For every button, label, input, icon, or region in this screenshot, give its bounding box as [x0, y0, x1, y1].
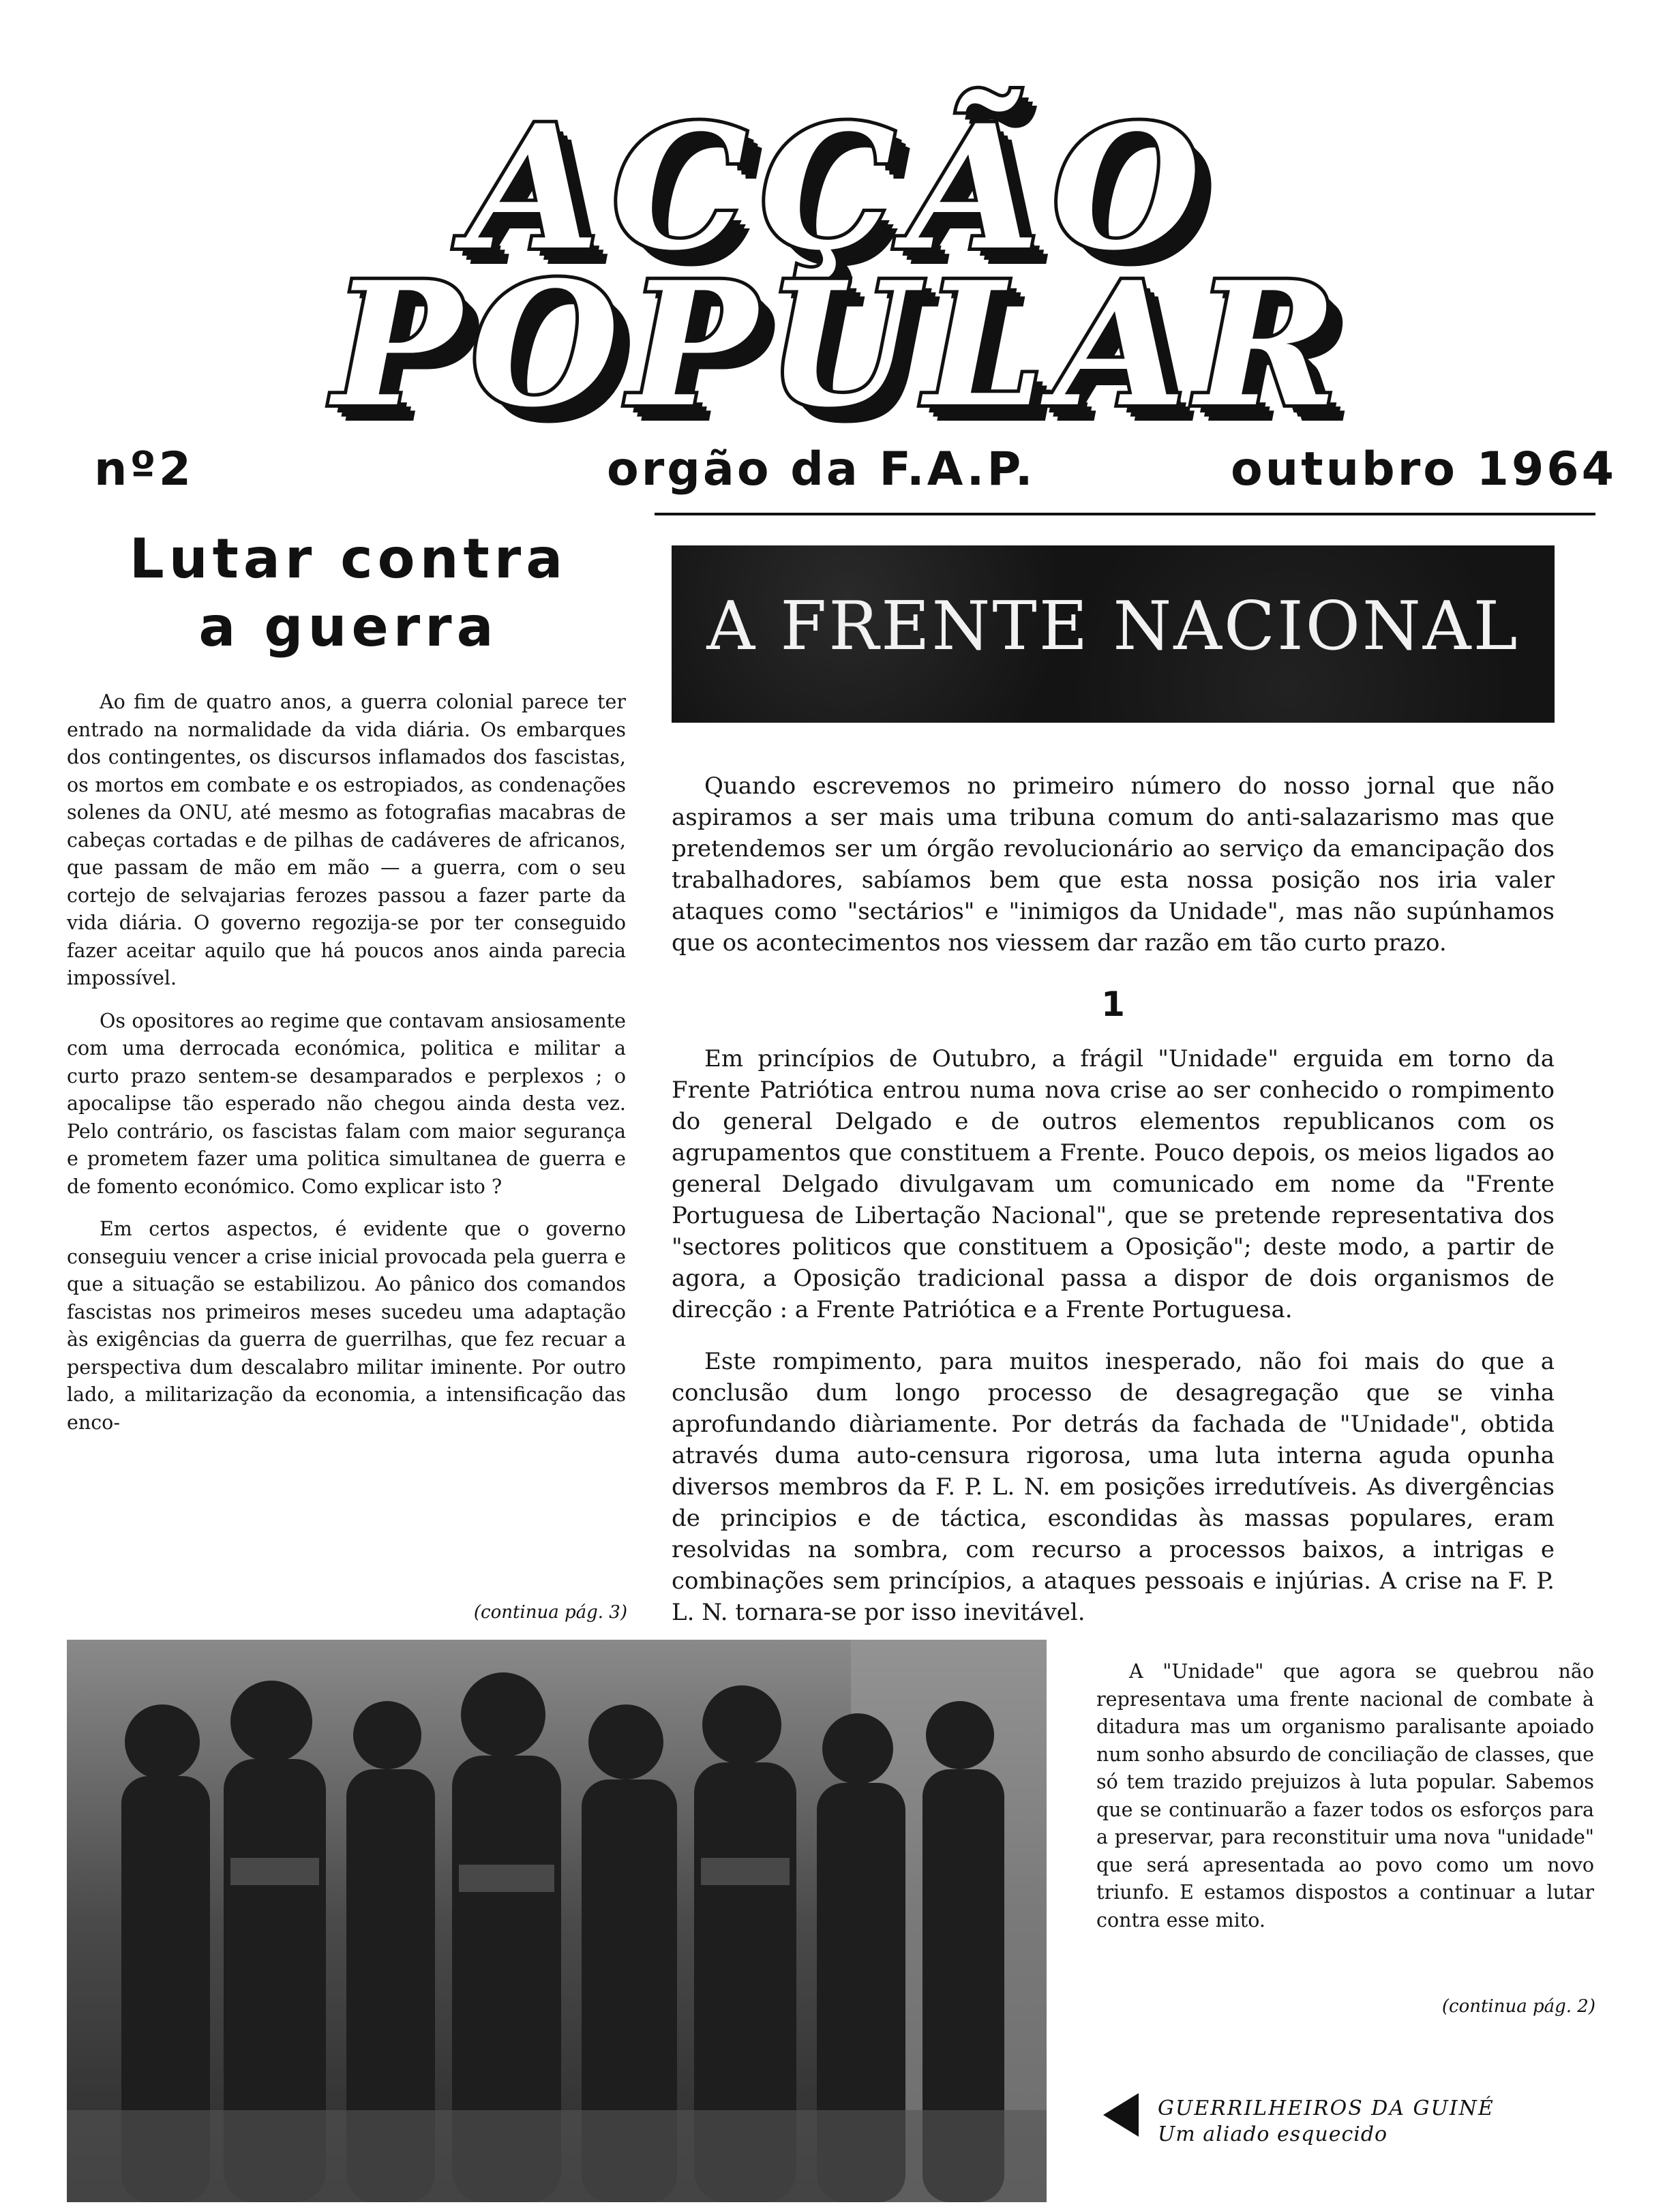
left-paragraph: Ao fim de quatro anos, a guerra colonial parece ter entrado na normalidade da vida diária. Os embarques dos contingentes, os discursos inflamados dos fascistas, os mortos em combate e os estropiados, as condenações solenes da ONU, até mesmo as fotografias macabras de cabeças cortadas e de pilhas de cadáveres de africanos, que passam de mão em mão — a guerra, com o seu cortejo de selvajarias ferozes passou a fazer parte da vida diária. O governo regozija-se por ter conseguido fazer aceitar aquilo que há poucos anos ainda parecia impossível. [67, 691, 626, 989]
header-rule [655, 513, 1595, 515]
right-continued-note: (continua pág. 2) [1441, 1996, 1595, 2017]
organ-label: orgão da F.A.P. [607, 442, 1036, 496]
right-article-intro [672, 770, 1555, 974]
article-banner-title: A FRENTE NACIONAL [706, 588, 1520, 665]
left-headline-line-2: a guerra [198, 595, 498, 659]
side-article-body [1096, 1658, 1594, 1949]
right-paragraph: Este rompimento, para muitos inesperado, não foi mais do que a conclusão dum longo processo de desagregação que se vinha aprofundando diàriamente. Por detrás da fachada de "Unidade", obtida através duma auto-censura rigorosa, uma luta interna aguda opunha diversos membros da F. P. L. N. em posições irredutíveis. As divergências de principios e de táctica, escondidas às massas populares, eram resolvidas na sombra, com recurso a processos baixos, a intrigas e combinações sem princípios, a ataques pessoais e injúrias. A crise na F. P. L. N. tornara-se por isso inevitável. [672, 1348, 1555, 1626]
intro-paragraph: Quando escrevemos no primeiro número do nosso jornal que não aspiramos a ser mais uma tribuna comum do anti-salazarismo mas que pretendemos ser um órgão revolucionário ao serviço da emancipação dos trabalhadores, sabíamos bem que esta nossa posição nos iria valer ataques como "sectários" e "inimigos da Unidade", mas não supúnhamos que os acontecimentos nos viessem dar razão em tão curto prazo. [672, 772, 1555, 957]
photo-caption-title: GUERRILHEIROS DA GUINÉ [1158, 2097, 1495, 2120]
masthead-line-2: POPULAR [333, 244, 1347, 445]
masthead-line-1: ACÇÃO [467, 87, 1213, 288]
left-article-headline [65, 525, 631, 661]
right-article-body [672, 1043, 1555, 1649]
left-article-body [67, 689, 626, 1452]
guerrilla-photo [67, 1640, 1047, 2202]
photo-caption-subtitle: Um aliado esquecido [1158, 2122, 1388, 2146]
left-continued-note: (continua pág. 3) [473, 1602, 627, 1623]
section-number: 1 [1101, 985, 1125, 1024]
photo-illustration [67, 1640, 1047, 2202]
issue-number: nº2 [94, 442, 194, 496]
left-headline-line-1: Lutar contra [129, 527, 568, 590]
arrow-left-icon [1103, 2093, 1139, 2137]
right-paragraph: Em princípios de Outubro, a frágil "Unidade" erguida em torno da Frente Patriótica entrou numa nova crise ao ser conhecido o rompimento do general Delgado e de outros elementos republicanos com os agrupamentos que constituem a Frente. Pouco depois, os meios ligados ao general Delgado divulgavam um comunicado em nome da "Frente Portuguesa de Libertação Nacional", que se pretende representativa dos "sectores politicos que constituem a Oposição"; deste modo, a partir de agora, a Oposição tradicional passa a dispor de dois organismos de direcção : a Frente Patriótica e a Frente Portuguesa. [672, 1045, 1555, 1323]
left-paragraph: Em certos aspectos, é evidente que o governo conseguiu vencer a crise inicial provocada pela guerra e que a situação se estabilizou. Ao pânico dos comandos fascistas nos primeiros meses sucedeu uma adaptação às exigências da guerra de guerrilhas, que fez recuar a perspectiva dum descalabro militar iminente. Por outro lado, a militarização da economia, a intensificação das enco- [67, 1218, 626, 1434]
issue-date: outubro 1964 [1231, 442, 1617, 496]
side-paragraph: A "Unidade" que agora se quebrou não representava uma frente nacional de combate à ditadura mas um organismo paralisante apoiado num sonho absurdo de conciliação de classes, que só tem trazido prejuizos à luta popular. Sabemos que se continuarão a fazer todos os esforços para a preservar, para reconstituir uma nova "unidade" que será apresentada ao povo como um novo triunfo. E estamos dispostos a continuar a lutar contra esse mito. [1096, 1660, 1594, 1932]
left-paragraph: Os opositores ao regime que contavam ansiosamente com uma derrocada económica, politica e militar a curto prazo sentem-se desamparados e perplexos ; o apocalipse tão esperado não chegou ainda desta vez. Pelo contrário, os fascistas falam com maior segurança e prometem fazer uma politica simultanea de guerra e de fomento económico. Como explicar isto ? [67, 1009, 626, 1198]
